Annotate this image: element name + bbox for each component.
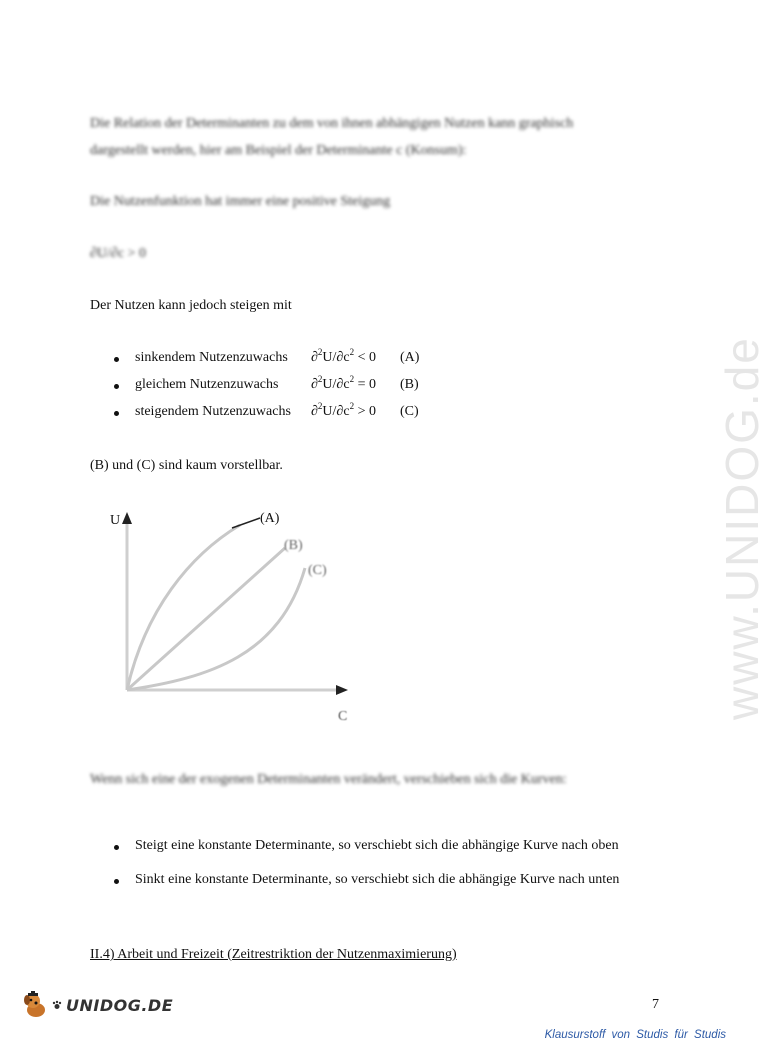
blurred-formula: ∂U/∂c > 0 (90, 246, 146, 261)
list-item-formula: $\partial^2U/\partial c^2 = 0$ (311, 374, 376, 392)
list-item-formula: $\partial^2U/\partial c^2 < 0$ (311, 347, 376, 365)
list-item-text: Sinkt eine konstante Determinante, so verschiebt sich die abhängige Kurve nach unten (135, 872, 620, 887)
blurred-paragraph-line-2: dargestellt werden, hier am Beispiel der Determinante c (Konsum): (90, 143, 467, 158)
bullet (114, 411, 119, 416)
list-item-text: gleichem Nutzenzuwachs (135, 377, 279, 392)
y-axis-label: U (110, 513, 121, 528)
bullet (114, 879, 119, 884)
intro-text: Der Nutzen kann jedoch steigen mit (90, 298, 292, 313)
dog-mascot-icon (22, 990, 52, 1020)
list-item-label: (A) (400, 350, 420, 365)
utility-curves-diagram (100, 500, 380, 730)
x-axis-arrow (336, 685, 348, 695)
blurred-paragraph-shift: Wenn sich eine der exogenen Determinanten verändert, verschieben sich die Kurven: (90, 772, 567, 787)
curve-c (127, 568, 305, 690)
bullet (114, 357, 119, 362)
curve-a-label: (A) (260, 511, 280, 526)
blurred-paragraph-slope: Die Nutzenfunktion hat immer eine positive Steigung (90, 194, 391, 209)
page-number: 7 (652, 997, 659, 1012)
list-item-text: Steigt eine konstante Determinante, so verschiebt sich die abhängige Kurve nach oben (135, 838, 619, 853)
section-heading: II.4) Arbeit und Freizeit (Zeitrestriktion der Nutzenmaximierung) (90, 947, 457, 962)
list-item-label: (C) (400, 404, 419, 419)
list-item-text: steigendem Nutzenzuwachs (135, 404, 291, 419)
footer-logo (22, 990, 173, 1020)
y-axis-arrow (122, 512, 132, 524)
list-item-text: sinkendem Nutzenzuwachs (135, 350, 288, 365)
list-item-formula: $\partial^2U/\partial c^2 > 0$ (311, 401, 376, 419)
conclusion-text: (B) und (C) sind kaum vorstellbar. (90, 458, 283, 473)
x-axis-label: C (338, 709, 348, 724)
curve-b (127, 548, 285, 690)
footer-tagline: Klausurstoff von Studis für Studis (544, 1029, 726, 1041)
paw-icon (52, 1000, 62, 1010)
curve-c-label: (C) (308, 563, 327, 578)
list-item-label: (B) (400, 377, 419, 392)
blurred-paragraph-line-1: Die Relation der Determinanten zu dem von ihnen abhängigen Nutzen kann graphisch (90, 116, 574, 131)
bullet (114, 845, 119, 850)
curve-a-pointer (232, 518, 260, 528)
bullet (114, 384, 119, 389)
footer-brand: UNIDOG.DE (66, 995, 174, 1015)
watermark: www.UNIDOG.de (716, 336, 768, 720)
curve-b-label: (B) (284, 538, 303, 553)
